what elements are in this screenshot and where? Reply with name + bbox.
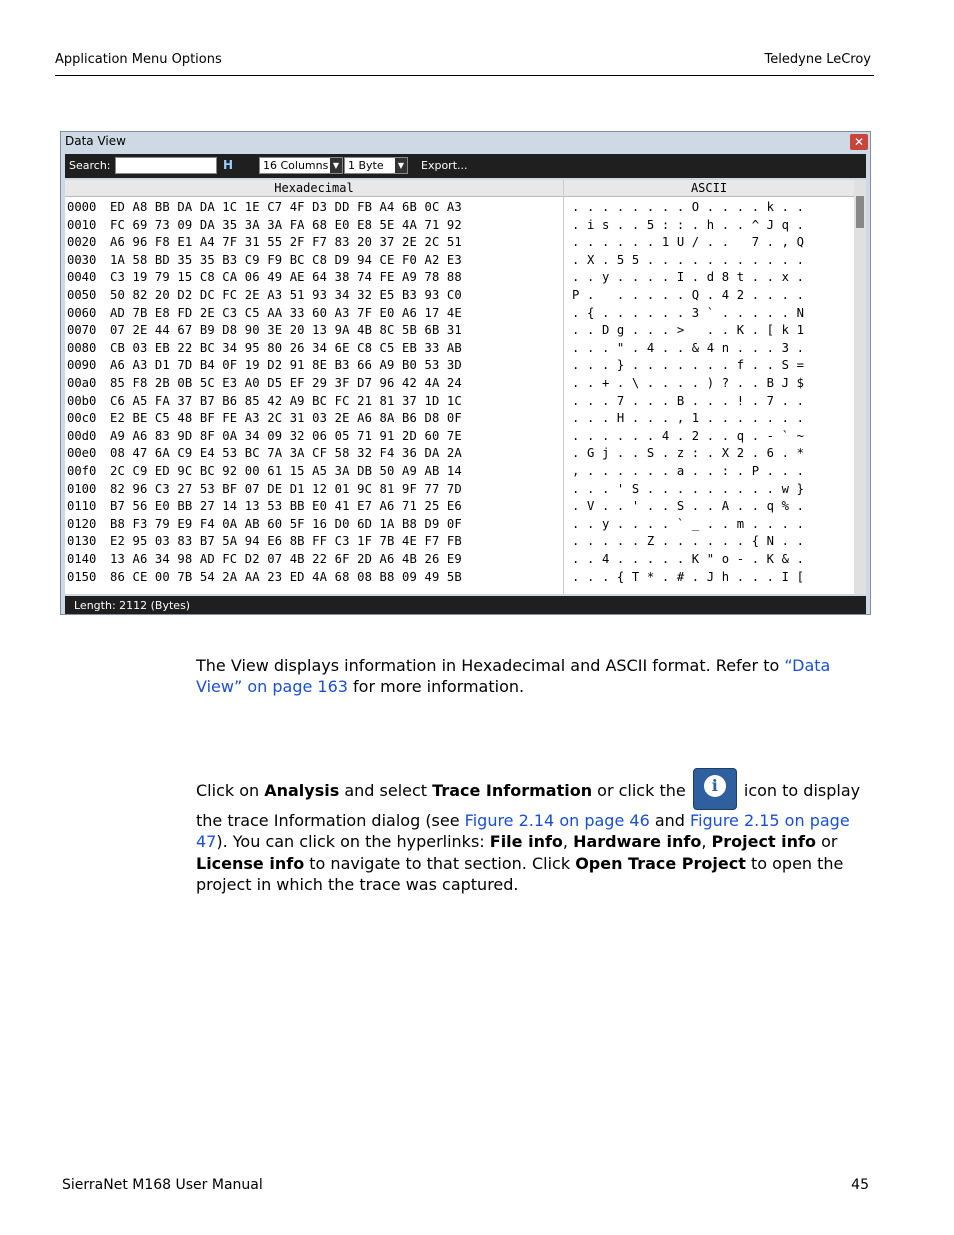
row-offset: 0050 xyxy=(67,288,97,302)
row-ascii: . . . } . . . . . . . f . . S = xyxy=(572,358,805,373)
row-hex: C3 19 79 15 C8 CA 06 49 AE 64 38 74 FE A9 78 88 xyxy=(110,270,462,285)
row-offset: 0150 xyxy=(67,569,97,584)
row-hex: 82 96 C3 27 53 BF 07 DE D1 12 01 9C 81 9F 77 7D xyxy=(110,481,462,496)
row-hex: A6 96 F8 E1 A4 7F 31 55 2F F7 83 20 37 2E 2C 51 xyxy=(110,235,462,250)
search-label: Search: xyxy=(69,159,111,172)
para-text: or click the xyxy=(592,781,691,800)
hex-column-header: Hexadecimal xyxy=(65,180,563,197)
table-row xyxy=(65,375,854,393)
search-input[interactable] xyxy=(115,157,217,174)
row-offset: 0100 xyxy=(67,481,97,496)
info-glyph: i xyxy=(704,775,726,797)
open-trace-project-term: Open Trace Project xyxy=(575,853,746,873)
table-row xyxy=(65,199,854,217)
row-ascii: . . . . . Z . . . . . . { N . . xyxy=(572,534,805,549)
figure-2-14-link[interactable]: Figure 2.14 on page 46 xyxy=(464,811,650,830)
columns-select[interactable] xyxy=(259,157,343,174)
window-title: Data View xyxy=(65,134,126,148)
data-view-window xyxy=(60,131,871,615)
columns-value: 16 Columns xyxy=(263,159,329,172)
binary-search-icon[interactable]: H xyxy=(223,158,234,172)
row-ascii: . . . ' S . . . . . . . . . w } xyxy=(572,481,805,496)
row-offset: 0070 xyxy=(67,323,97,338)
table-row xyxy=(65,516,854,534)
row-ascii: . . y . . . . ` _ . . m . . . . xyxy=(572,516,805,531)
row-offset: 00c0 xyxy=(67,411,97,426)
table-row xyxy=(65,357,854,375)
row-offset: 0110 xyxy=(67,499,97,514)
row-hex: C6 A5 FA 37 B7 B6 85 42 A9 BC FC 21 81 37 1D 1C xyxy=(110,393,462,408)
row-ascii: . . y . . . . I . d 8 t . . x . xyxy=(572,270,805,285)
row-hex: CB 03 EB 22 BC 34 95 80 26 34 6E C8 C5 EB 33 AB xyxy=(110,340,462,355)
row-ascii: . V . . ' . . S . . A . . q % . xyxy=(572,499,805,514)
row-ascii: . G j . . S . z : . X 2 . 6 . * xyxy=(572,446,805,461)
row-ascii: P . . . . . . Q . 4 2 . . . . xyxy=(572,288,805,302)
table-row xyxy=(65,481,854,499)
row-offset: 00d0 xyxy=(67,428,97,443)
row-offset: 0120 xyxy=(67,516,97,531)
row-hex: 1A 58 BD 35 35 B3 C9 F9 BC C8 D9 94 CE F0 A2 E3 xyxy=(110,252,462,267)
row-offset: 0130 xyxy=(67,534,97,549)
table-row xyxy=(65,269,854,287)
row-ascii: . . . 7 . . . B . . . ! . 7 . . xyxy=(572,393,805,408)
trace-info-paragraph xyxy=(196,768,871,896)
row-hex: E2 95 03 83 B7 5A 94 E6 8B FF C3 1F 7B 4E F7 FB xyxy=(110,534,462,549)
table-row xyxy=(65,340,854,358)
row-offset: 0060 xyxy=(67,305,97,320)
row-hex: 86 CE 00 7B 54 2A AA 23 ED 4A 68 08 B8 09 49 5B xyxy=(110,569,462,584)
para-text: , xyxy=(562,832,574,852)
hardware-info-term: Hardware info xyxy=(573,832,702,852)
table-row xyxy=(65,445,854,463)
page-number: 45 xyxy=(851,1177,869,1193)
row-ascii: . . . . . . 4 . 2 . . q . - ` ~ xyxy=(572,428,805,443)
table-row xyxy=(65,393,854,411)
row-hex: ED A8 BB DA DA 1C 1E C7 4F D3 DD FB A4 6B 0C A3 xyxy=(110,200,462,214)
row-hex: A9 A6 83 9D 8F 0A 34 09 32 06 05 71 91 2D 60 7E xyxy=(110,428,462,443)
table-row xyxy=(65,322,854,340)
row-hex: 85 F8 2B 0B 5C E3 A0 D5 EF 29 3F D7 96 42 4A 24 xyxy=(110,376,462,390)
row-offset: 0000 xyxy=(67,200,97,214)
ascii-column-header: ASCII xyxy=(564,180,854,197)
row-hex: 2C C9 ED 9C BC 92 00 61 15 A5 3A DB 50 A9 AB 14 xyxy=(110,464,462,478)
license-info-term: License info xyxy=(196,853,305,873)
row-ascii: , . . . . . . a . . : . P . . . xyxy=(572,464,805,478)
table-row xyxy=(65,463,854,481)
row-ascii: . . . . . . 1 U / . . 7 . , Q xyxy=(572,235,805,250)
row-hex: A6 A3 D1 7D B4 0F 19 D2 91 8E B3 66 A9 B0 53 3D xyxy=(110,358,462,373)
table-row xyxy=(65,498,854,516)
table-row xyxy=(65,234,854,252)
row-ascii: . . . . . . . . O . . . . k . . xyxy=(572,200,805,214)
para-text: for more information. xyxy=(347,677,525,697)
trace-information-term: Trace Information xyxy=(432,781,593,800)
close-icon[interactable]: ✕ xyxy=(850,134,868,150)
row-ascii: . . D g . . . > . . K . [ k 1 xyxy=(572,323,805,338)
table-row xyxy=(65,305,854,323)
para-text: Click on xyxy=(196,781,265,800)
table-row xyxy=(65,569,854,587)
row-hex: FC 69 73 09 DA 35 3A 3A FA 68 E0 E8 5E 4A 71 92 xyxy=(110,217,462,232)
table-row xyxy=(65,533,854,551)
row-offset: 00f0 xyxy=(67,464,97,478)
byte-value: 1 Byte xyxy=(348,159,384,172)
info-icon xyxy=(693,768,737,810)
header-rule xyxy=(55,75,874,76)
chevron-down-icon[interactable]: ▼ xyxy=(330,158,342,173)
file-info-term: File info xyxy=(489,832,563,852)
para-text: to open the project in which the trace was captured. xyxy=(196,853,844,895)
length-status: Length: 2112 (Bytes) xyxy=(74,599,191,612)
row-ascii: . i s . . 5 : : . h . . ^ J q . xyxy=(572,217,805,232)
row-offset: 00e0 xyxy=(67,446,97,461)
row-ascii: . X . 5 5 . . . . . . . . . . . xyxy=(572,252,805,267)
table-row xyxy=(65,428,854,446)
table-row xyxy=(65,551,854,569)
row-hex: AD 7B E8 FD 2E C3 C5 AA 33 60 A3 7F E0 A6 17 4E xyxy=(110,305,462,320)
para-text: ). You can click on the hyperlinks: xyxy=(216,832,490,852)
row-hex: 50 82 20 D2 DC FC 2E A3 51 93 34 32 E5 B3 93 C0 xyxy=(110,288,462,302)
data-grid xyxy=(65,180,854,594)
para-text: , xyxy=(701,832,712,852)
para-text: and select xyxy=(339,781,433,800)
row-hex: 13 A6 34 98 AD FC D2 07 4B 22 6F 2D A6 4B 26 E9 xyxy=(110,552,462,566)
row-offset: 00a0 xyxy=(67,376,97,390)
row-ascii: . { . . . . . . 3 ` . . . . . N xyxy=(572,305,805,320)
row-hex: 07 2E 44 67 B9 D8 90 3E 20 13 9A 4B 8C 5B 6B 31 xyxy=(110,323,462,338)
row-offset: 0030 xyxy=(67,252,97,267)
vertical-scrollbar[interactable] xyxy=(854,180,866,594)
row-ascii: . . + . \ . . . . ) ? . . B J $ xyxy=(572,376,805,390)
status-bar xyxy=(65,596,866,614)
row-hex: B8 F3 79 E9 F4 0A AB 60 5F 16 D0 6D 1A B8 D9 0F xyxy=(110,516,462,531)
scroll-thumb[interactable] xyxy=(856,196,864,228)
page-header-right: Teledyne LeCroy xyxy=(764,52,871,67)
para-text: icon to display the trace Information dialog (see xyxy=(196,781,861,830)
para-text: The View displays information in Hexadecimal and ASCII format. Refer to xyxy=(196,656,785,675)
row-offset: 0080 xyxy=(67,340,97,355)
project-info-term: Project info xyxy=(711,832,816,852)
row-offset: 0010 xyxy=(67,217,97,232)
row-hex: B7 56 E0 BB 27 14 13 53 BB E0 41 E7 A6 71 25 E6 xyxy=(110,499,462,514)
row-ascii: . . . " . 4 . . & 4 n . . . 3 . xyxy=(572,340,805,355)
footer-left: SierraNet M168 User Manual xyxy=(62,1177,263,1193)
para-text: or xyxy=(816,832,838,852)
row-hex: 08 47 6A C9 E4 53 BC 7A 3A CF 58 32 F4 36 DA 2A xyxy=(110,446,462,461)
row-offset: 0040 xyxy=(67,270,97,285)
toolbar xyxy=(65,154,866,178)
row-offset: 0140 xyxy=(67,552,97,566)
row-ascii: . . 4 . . . . . K " o - . K & . xyxy=(572,552,805,566)
row-offset: 00b0 xyxy=(67,393,97,408)
page-header-left: Application Menu Options xyxy=(55,52,222,67)
row-ascii: . . . { T * . # . J h . . . I [ xyxy=(572,569,805,584)
para-text: to navigate to that section. Click xyxy=(304,853,576,873)
table-row xyxy=(65,252,854,270)
chevron-down-icon[interactable]: ▼ xyxy=(395,158,407,173)
table-row xyxy=(65,410,854,428)
data-view-link[interactable]: “Data View” on page 163 xyxy=(196,656,831,697)
table-row xyxy=(65,287,854,305)
table-row xyxy=(65,217,854,235)
row-offset: 0020 xyxy=(67,235,97,250)
byte-select[interactable] xyxy=(344,157,408,174)
export-button[interactable]: Export... xyxy=(421,159,468,172)
row-hex: E2 BE C5 48 BF FE A3 2C 31 03 2E A6 8A B6 D8 0F xyxy=(110,411,462,426)
row-ascii: . . . H . . . , 1 . . . . . . . xyxy=(572,411,805,426)
row-offset: 0090 xyxy=(67,358,97,373)
para-text: and xyxy=(649,811,691,830)
analysis-term: Analysis xyxy=(264,781,340,800)
description-paragraph xyxy=(196,655,871,698)
figure-2-15-link[interactable]: Figure 2.15 on page 47 xyxy=(196,811,850,852)
